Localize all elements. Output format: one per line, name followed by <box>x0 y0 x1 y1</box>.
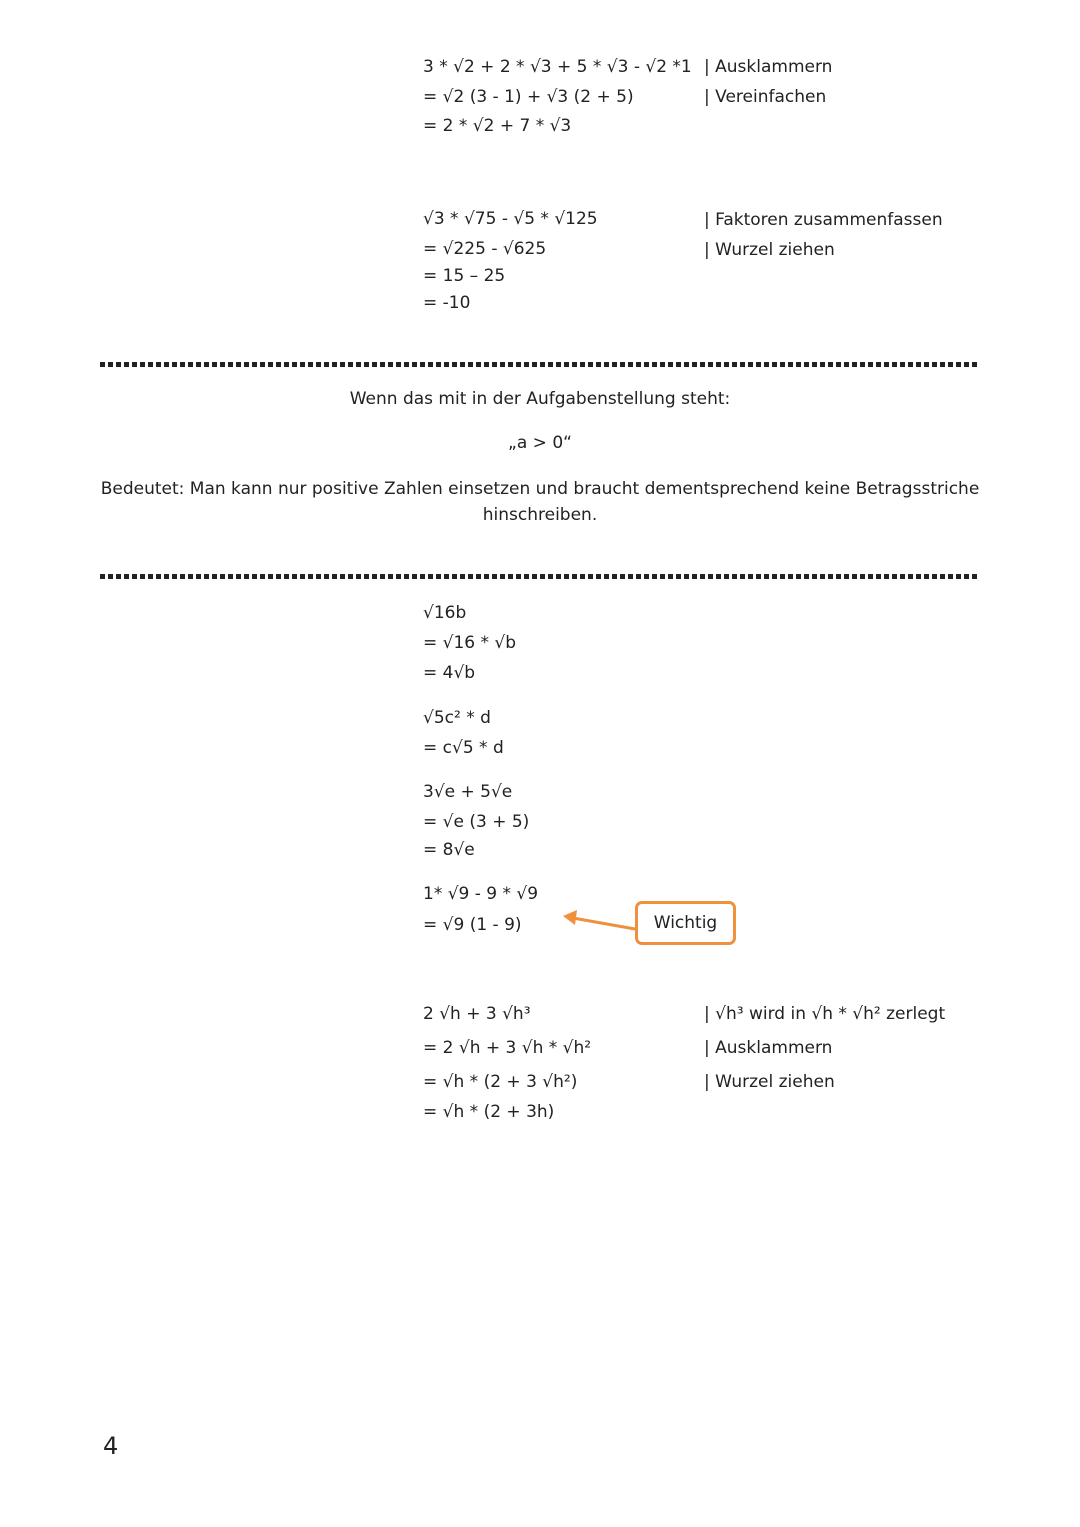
equation-line: = 2 * √2 + 7 * √3 <box>423 116 572 136</box>
dotted-separator <box>100 362 978 367</box>
equation-line: = √9 (1 - 9) <box>423 915 522 935</box>
equation-line: = √225 - √625 <box>423 239 547 259</box>
equation-line: 1* √9 - 9 * √9 <box>423 884 539 904</box>
info-intro: Wenn das mit in der Aufgabenstellung steht: <box>349 389 731 409</box>
equation-line: √16b <box>423 603 467 623</box>
equation-line: = √2 (3 - 1) + √3 (2 + 5) <box>423 87 634 107</box>
dotted-separator <box>100 574 978 579</box>
equation-line: = 2 √h + 3 √h * √h² <box>423 1038 592 1058</box>
equation-line: = -10 <box>423 293 471 313</box>
equation-line: = c√5 * d <box>423 738 504 758</box>
step-note: | Wurzel ziehen <box>704 1072 835 1092</box>
callout-important: Wichtig <box>635 901 736 945</box>
step-note: | √h³ wird in √h * √h² zerlegt <box>704 1004 946 1024</box>
equation-line: = √h * (2 + 3 √h²) <box>423 1072 578 1092</box>
equation-line: 3√e + 5√e <box>423 782 513 802</box>
step-note: | Wurzel ziehen <box>704 240 835 260</box>
equation-line: = 15 – 25 <box>423 266 506 286</box>
step-note: | Ausklammern <box>704 57 833 77</box>
step-note: | Vereinfachen <box>704 87 827 107</box>
equation-line: 2 √h + 3 √h³ <box>423 1004 531 1024</box>
page-number: 4 <box>103 1432 119 1460</box>
info-meaning: hinschreiben. <box>482 505 598 525</box>
equation-line: = √e (3 + 5) <box>423 812 530 832</box>
equation-line: √3 * √75 - √5 * √125 <box>423 209 598 229</box>
step-note: | Ausklammern <box>704 1038 833 1058</box>
equation-line: = √h * (2 + 3h) <box>423 1102 555 1122</box>
arrow-icon <box>555 905 640 935</box>
equation-line: = 8√e <box>423 840 475 860</box>
equation-line: 3 * √2 + 2 * √3 + 5 * √3 - √2 *1 <box>423 57 692 77</box>
equation-line: = √16 * √b <box>423 633 517 653</box>
info-condition: „a > 0“ <box>508 433 572 453</box>
step-note: | Faktoren zusammenfassen <box>704 210 943 230</box>
equation-line: √5c² * d <box>423 708 491 728</box>
info-meaning: Bedeutet: Man kann nur positive Zahlen einsetzen und braucht dementsprechend keine Betragsstriche <box>100 479 980 499</box>
equation-line: = 4√b <box>423 663 476 683</box>
